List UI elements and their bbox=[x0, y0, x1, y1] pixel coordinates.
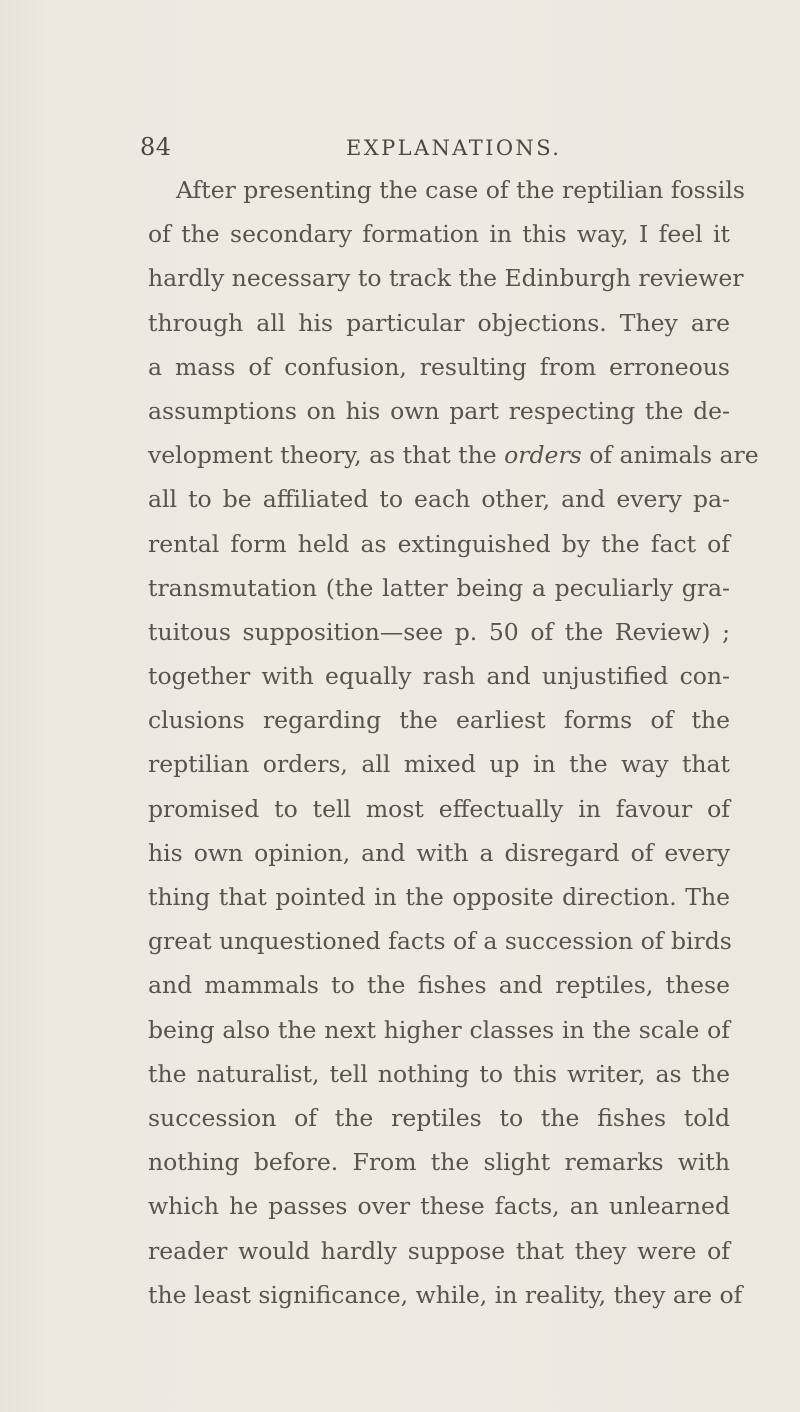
page-header bbox=[0, 133, 800, 163]
text-line: together with equally rash and unjustified con- bbox=[148, 662, 730, 691]
page-number: 84 bbox=[140, 133, 172, 161]
text-segment: of animals are bbox=[589, 441, 759, 470]
text-line: his own opinion, and with a disregard of every bbox=[148, 838, 730, 867]
text-line: nothing before. From the slight remarks with bbox=[148, 1148, 730, 1177]
text-line: rental form held as extinguished by the fact of bbox=[148, 529, 730, 558]
text-line: hardly necessary to track the Edinburgh reviewer bbox=[148, 264, 744, 293]
text-line: promised to tell most effectually in favour of bbox=[148, 794, 730, 823]
text-line: of the secondary formation in this way, I feel it bbox=[148, 220, 730, 249]
body-paragraph bbox=[148, 168, 759, 1317]
text-segment: velopment theory, as that the bbox=[148, 441, 497, 470]
text-line: clusions regarding the earliest forms of the bbox=[148, 706, 730, 735]
text-line: the naturalist, tell nothing to this writer, as the bbox=[148, 1059, 730, 1088]
text-line: a mass of confusion, resulting from erroneous bbox=[148, 352, 730, 381]
text-line: all to be affiliated to each other, and every pa- bbox=[148, 485, 730, 514]
text-line: great unquestioned facts of a succession of birds bbox=[148, 927, 732, 956]
text-line: reptilian orders, all mixed up in the way that bbox=[148, 750, 730, 779]
text-line: reader would hardly suppose that they were of bbox=[148, 1236, 730, 1265]
text-line: thing that pointed in the opposite direction. The bbox=[148, 883, 730, 911]
text-line: being also the next higher classes in the scale of bbox=[148, 1015, 730, 1044]
text-line: transmutation (the latter being a peculiarly gra- bbox=[148, 573, 730, 602]
text-line: succession of the reptiles to the fishes told bbox=[148, 1103, 730, 1132]
text-line bbox=[148, 433, 759, 477]
text-line: tuitous supposition—see p. 50 of the Review) ; bbox=[148, 617, 730, 646]
text-line: assumptions on his own part respecting the de- bbox=[148, 396, 730, 425]
text-line: After presenting the case of the reptilian fossils bbox=[176, 176, 745, 204]
text-line: the least significance, while, in reality, they are of bbox=[148, 1280, 743, 1309]
text-line: and mammals to the fishes and reptiles, these bbox=[148, 971, 730, 1000]
text-line: which he passes over these facts, an unlearned bbox=[148, 1192, 730, 1221]
text-line: through all his particular objections. They are bbox=[148, 308, 730, 337]
running-head: EXPLANATIONS. bbox=[346, 136, 562, 160]
italic-word: orders bbox=[504, 441, 582, 470]
